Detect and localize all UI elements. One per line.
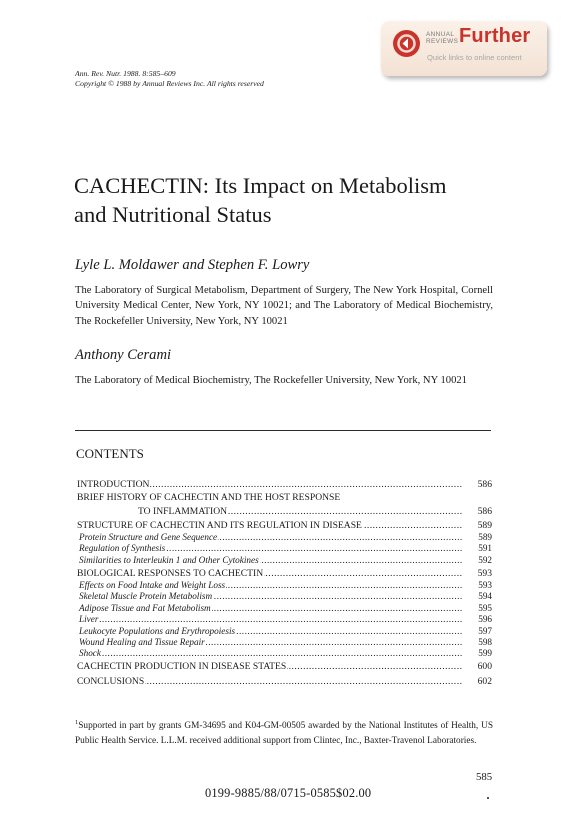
title-line-1: CACHECTIN: Its Impact on Metabolism xyxy=(74,173,447,198)
toc-entry[interactable] xyxy=(77,661,492,672)
toc-entry[interactable] xyxy=(77,568,492,579)
journal-citation: Ann. Rev. Nutr. 1988. 8:585–609 xyxy=(75,69,176,78)
toc-entry-title: Protein Structure and Gene Sequence xyxy=(79,532,218,542)
toc-subentry[interactable] xyxy=(77,626,492,637)
contents-heading: CONTENTS xyxy=(76,446,144,461)
further-brand-text xyxy=(426,31,459,45)
toc-subentry[interactable] xyxy=(77,603,492,614)
scan-speck xyxy=(487,797,489,799)
further-banner[interactable] xyxy=(381,21,547,76)
toc-subentry[interactable] xyxy=(77,614,492,625)
journal-header xyxy=(75,69,264,89)
toc-subentry[interactable] xyxy=(77,543,492,554)
section-divider xyxy=(75,430,491,431)
toc-entry-title: Similarities to Interleukin 1 and Other Cytokines xyxy=(79,555,259,565)
toc-entry[interactable] xyxy=(77,492,492,503)
article-title xyxy=(74,171,514,229)
toc-entry[interactable] xyxy=(77,520,492,531)
toc-subentry[interactable] xyxy=(77,637,492,648)
toc-entry-title: STRUCTURE OF CACHECTIN AND ITS REGULATION IN DISEASE xyxy=(77,520,362,531)
toc-subentry[interactable] xyxy=(77,555,492,566)
toc-entry-title: CONCLUSIONS xyxy=(77,676,145,687)
toc-subentry[interactable] xyxy=(77,580,492,591)
toc-entry-title: TO INFLAMMATION xyxy=(138,506,228,517)
toc-entry-title: Leukocyte Populations and Erythropoiesis xyxy=(79,626,236,636)
toc-entry-title: Effects on Food Intake and Weight Loss xyxy=(79,580,226,590)
journal-copyright: Copyright © 1988 by Annual Reviews Inc. All rights reserved xyxy=(75,79,264,88)
toc-entry-title: Adipose Tissue and Fat Metabolism xyxy=(79,603,211,613)
toc-entry-title: CACHECTIN PRODUCTION IN DISEASE STATES xyxy=(77,661,287,672)
toc-entry[interactable] xyxy=(77,479,492,490)
authors-secondary: Anthony Cerami xyxy=(75,347,172,363)
price-code: 0199-9885/88/0715-0585$02.00 xyxy=(205,786,372,800)
toc-entry-page: 593 xyxy=(478,580,492,590)
footnote-text: Supported in part by grants GM-34695 and K04-GM-00505 awarded by the National Institutes of Health, US Public Health Service. L.L.M. received additional support from Clintec, Inc., Baxter-Travenol Laboratories. xyxy=(75,721,493,747)
toc-entry-title: Shock xyxy=(79,648,101,658)
toc-entry-page: 594 xyxy=(478,591,492,601)
footnote-marker: 1 xyxy=(75,719,79,726)
brand-line-annual: ANNUAL xyxy=(426,31,455,38)
toc-subentry[interactable] xyxy=(77,648,492,659)
authors-primary: Lyle L. Moldawer and Stephen F. Lowry xyxy=(75,257,310,273)
toc-entry-title: Skeletal Muscle Protein Metabolism xyxy=(79,591,213,601)
toc-entry-page: 602 xyxy=(477,676,492,687)
annual-reviews-logo-icon xyxy=(393,30,420,57)
further-tagline: Quick links to online content xyxy=(427,53,522,62)
toc-entry-title: INTRODUCTION xyxy=(77,479,150,490)
affiliation-primary: The Laboratory of Surgical Metabolism, Department of Surgery, The New York Hospital, Cornell University Medical Center, New York, NY 10021; and The Laboratory of Medical Biochemistry, The Rockefeller University, New York, NY 10021 xyxy=(75,285,493,327)
toc-entry-title: Wound Healing and Tissue Repair xyxy=(79,637,205,647)
toc-entry-page: 592 xyxy=(478,555,492,565)
toc-subentry[interactable] xyxy=(77,532,492,543)
toc-entry-page: 598 xyxy=(478,637,492,647)
toc-entry-page: 591 xyxy=(478,543,492,553)
toc-entry-title: Liver xyxy=(79,614,99,624)
footnote xyxy=(75,715,493,749)
toc-entry-page: 589 xyxy=(478,532,492,542)
title-line-2: and Nutritional Status xyxy=(74,202,272,227)
affiliation-secondary: The Laboratory of Medical Biochemistry, The Rockefeller University, New York, NY 10021 xyxy=(75,375,467,386)
toc-entry-title: BRIEF HISTORY OF CACHECTIN AND THE HOST RESPONSE xyxy=(77,492,341,503)
toc-entry-page: 595 xyxy=(478,603,492,613)
toc-entry-page: 586 xyxy=(477,479,492,490)
page-number: 585 xyxy=(476,771,493,783)
toc-entry-page: 586 xyxy=(477,506,492,517)
toc-entry-page: 596 xyxy=(478,614,492,624)
toc-entry-page: 593 xyxy=(477,568,492,579)
toc-entry-page: 589 xyxy=(477,520,492,531)
toc-entry[interactable] xyxy=(77,506,492,517)
toc-entry[interactable] xyxy=(77,676,492,687)
brand-line-reviews: REVIEWS xyxy=(426,38,459,45)
toc-entry-title: BIOLOGICAL RESPONSES TO CACHECTIN xyxy=(77,568,264,579)
toc-entry-title: Regulation of Synthesis xyxy=(79,543,166,553)
toc-entry-page: 600 xyxy=(477,661,492,672)
toc-subentry[interactable] xyxy=(77,591,492,602)
toc-entry-page: 597 xyxy=(478,626,492,636)
toc-entry-page: 599 xyxy=(478,648,492,658)
further-word: Further xyxy=(459,25,531,47)
